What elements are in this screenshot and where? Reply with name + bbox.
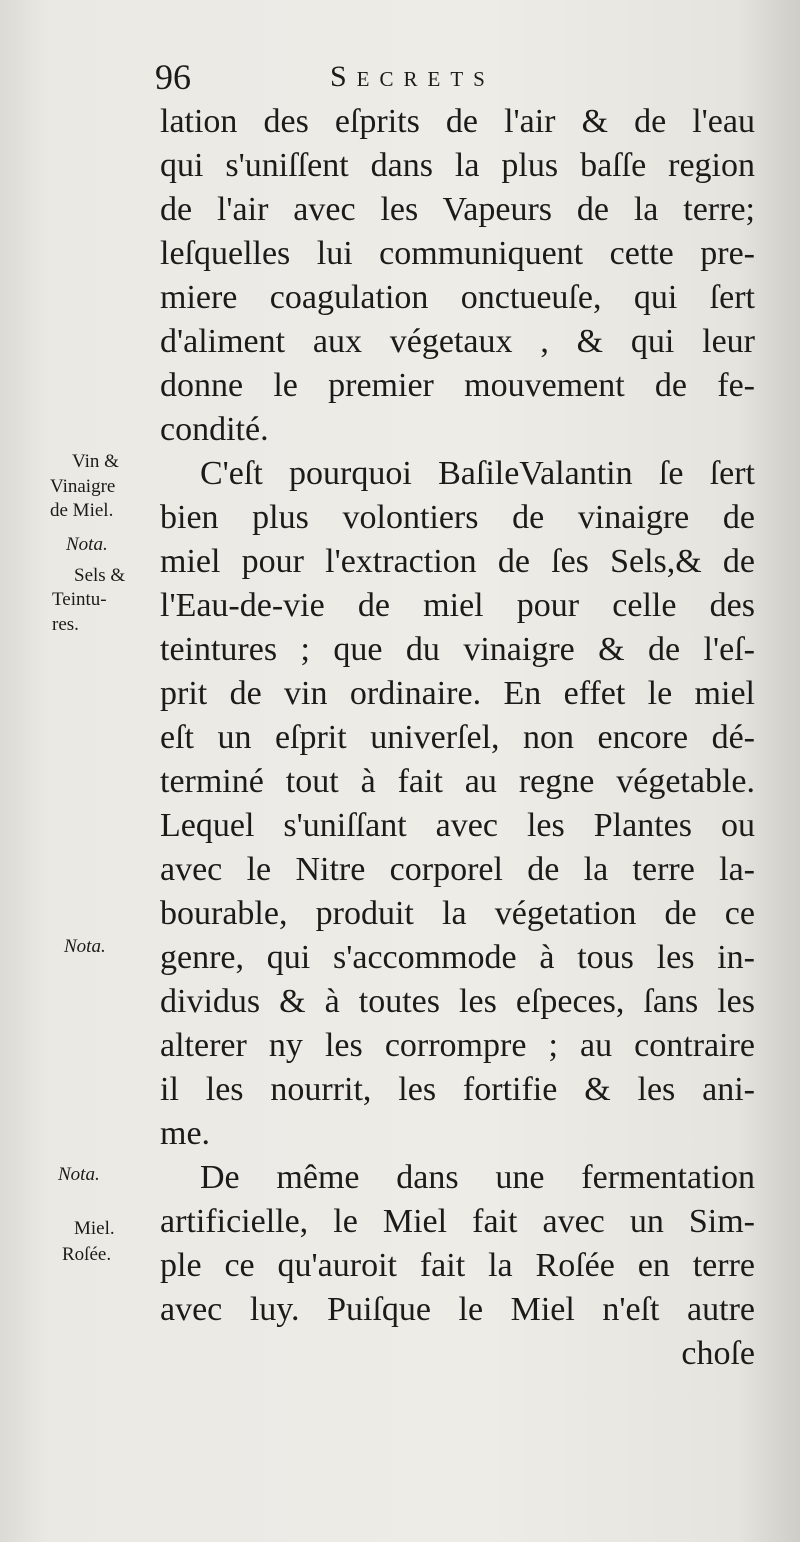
margin-note: res. bbox=[52, 614, 79, 635]
text-line: dividus & à toutes les eſpeces, ſans les bbox=[160, 983, 755, 1020]
catchword: choſe bbox=[681, 1335, 755, 1372]
text-line: alterer ny les corrompre ; au contraire bbox=[160, 1027, 755, 1064]
text-line: leſquelles lui communiquent cette pre- bbox=[160, 235, 755, 272]
text-line: avec luy. Puiſque le Miel n'eſt autre bbox=[160, 1291, 755, 1328]
text-line: artificielle, le Miel fait avec un Sim- bbox=[160, 1203, 755, 1240]
margin-note: Nota. bbox=[64, 936, 106, 957]
text-line: ple ce qu'auroit fait la Roſée en terre bbox=[160, 1247, 755, 1284]
text-line: d'aliment aux végetaux , & qui leur bbox=[160, 323, 755, 360]
text-line: miere coagulation onctueuſe, qui ſert bbox=[160, 279, 755, 316]
text-line: terminé tout à fait au regne végetable. bbox=[160, 763, 755, 800]
text-line: avec le Nitre corporel de la terre la- bbox=[160, 851, 755, 888]
text-line: teintures ; que du vinaigre & de l'eſ- bbox=[160, 631, 755, 668]
margin-note: de Miel. bbox=[50, 500, 114, 521]
text-line: genre, qui s'accommode à tous les in- bbox=[160, 939, 755, 976]
text-line: miel pour l'extraction de ſes Sels,& de bbox=[160, 543, 755, 580]
text-line: Lequel s'uniſſant avec les Plantes ou bbox=[160, 807, 755, 844]
margin-note: Roſée. bbox=[62, 1244, 112, 1265]
text-line: de l'air avec les Vapeurs de la terre; bbox=[160, 191, 755, 228]
text-line: bien plus volontiers de vinaigre de bbox=[160, 499, 755, 536]
text-line: donne le premier mouvement de fe- bbox=[160, 367, 755, 404]
text-line: De même dans une fermentation bbox=[200, 1159, 755, 1196]
text-line: bourable, produit la végetation de ce bbox=[160, 895, 755, 932]
text-line: qui s'uniſſent dans la plus baſſe region bbox=[160, 147, 755, 184]
text-line: condité. bbox=[160, 411, 269, 448]
page-number: 96 bbox=[155, 57, 191, 97]
text-line: prit de vin ordinaire. En effet le miel bbox=[160, 675, 755, 712]
margin-note: Teintu- bbox=[52, 589, 107, 610]
margin-note: Vinaigre bbox=[50, 476, 116, 497]
running-title: Secrets bbox=[330, 60, 495, 93]
margin-note: Sels & bbox=[74, 565, 126, 586]
text-line: me. bbox=[160, 1115, 211, 1152]
margin-note: Nota. bbox=[66, 534, 108, 555]
text-line: l'Eau-de-vie de miel pour celle des bbox=[160, 587, 755, 624]
margin-note: Vin & bbox=[72, 451, 119, 472]
text-line: C'eſt pourquoi BaſileValantin ſe ſert bbox=[200, 455, 755, 492]
text-line: lation des eſprits de l'air & de l'eau bbox=[160, 103, 755, 140]
margin-note: Nota. bbox=[58, 1164, 100, 1185]
text-line: il les nourrit, les fortifie & les ani- bbox=[160, 1071, 755, 1108]
text-line: eſt un eſprit univerſel, non encore dé- bbox=[160, 719, 755, 756]
running-head bbox=[0, 52, 800, 102]
margin-note: Miel. bbox=[74, 1218, 115, 1239]
